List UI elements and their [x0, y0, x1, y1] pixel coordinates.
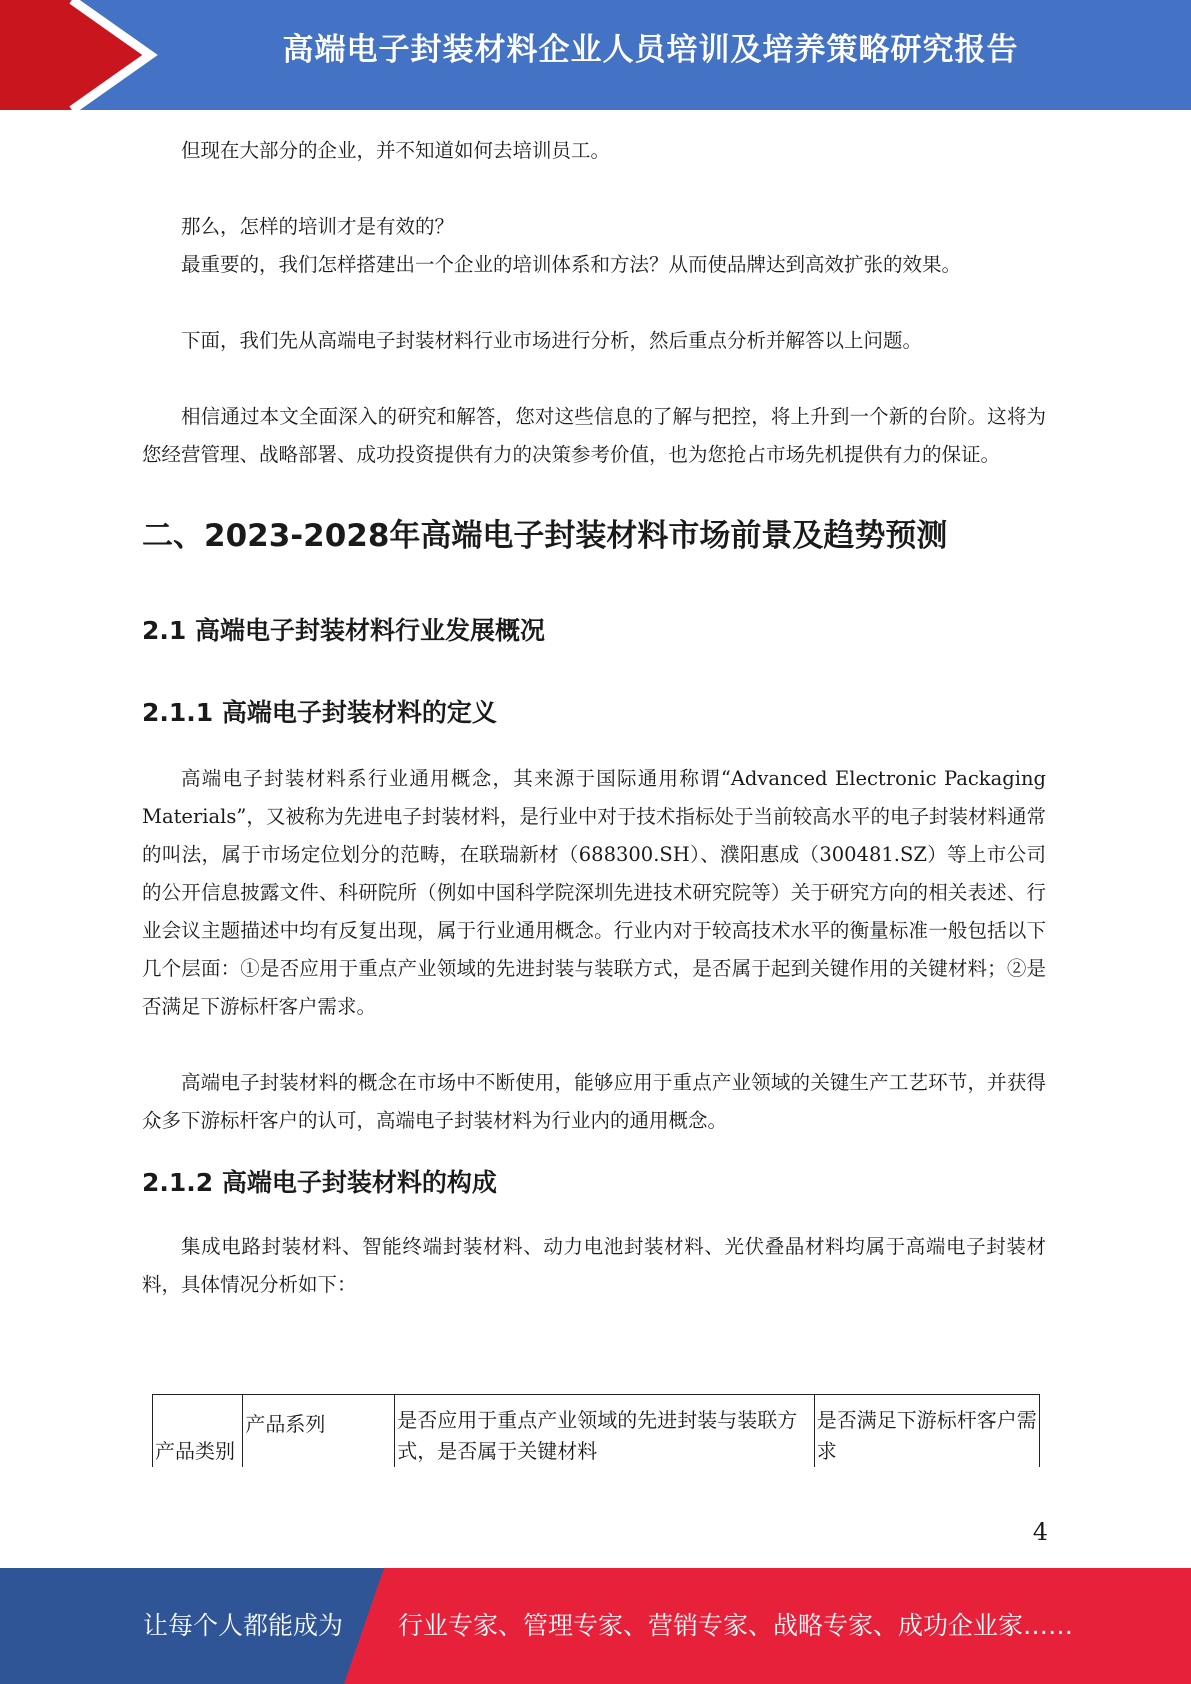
paragraph: 高端电子封装材料的概念在市场中不断使用，能够应用于重点产业领域的关键生产工艺环节，并获得众多下游标杆客户的认可，高端电子封装材料为行业内的通用概念。 [142, 1071, 1046, 1132]
subsection-heading: 2.1 高端电子封装材料行业发展概况 [142, 616, 545, 645]
table-header-row [153, 1395, 1040, 1468]
paragraph: 相信通过本文全面深入的研究和解答，您对这些信息的了解与把控，将上升到一个新的台阶。这将为您经营管理、战略部署、成功投资提供有力的决策参考价值，也为您抢占市场先机提供有力的保证。 [142, 405, 1046, 466]
subsubsection-heading: 2.1.2 高端电子封装材料的构成 [142, 1168, 497, 1197]
page-header [0, 0, 1191, 110]
footer-slogan-left: 让每个人都能成为 [143, 1611, 344, 1640]
report-title: 高端电子封装材料企业人员培训及培养策略研究报告 [282, 32, 1019, 68]
table-header-cell: 产品系列 [243, 1395, 395, 1468]
paragraph: 但现在大部分的企业，并不知道如何去培训员工。 [181, 139, 611, 162]
table-header-cell: 是否应用于重点产业领域的先进封装与装联方式，是否属于关键材料 [395, 1395, 815, 1468]
paragraph: 高端电子封装材料系行业通用概念，其来源于国际通用称谓“Advanced Electronic Packaging Materials”，又被称为先进电子封装材料，是行业中对于技术指标处于当前较高水平的电子封装材料通常的叫法，属于市场定位划分的范畴，在联瑞新材（688300.SH）、濮阳惠成（300481.SZ）等上市公司的公开信息披露文件、科研院所（例如中国科学院深圳先进技术研究院等）关于研究方向的相关表述、行业会议主题描述中均有反复出现，属于行业通用概念。行业内对于较高技术水平的衡量标准一般包括以下几个层面：①是否应用于重点产业领域的先进封装与装联方式，是否属于起到关键作用的关键材料；②是否满足下游标杆客户需求。 [142, 767, 1046, 1018]
table-header-cell: 是否满足下游标杆客户需求 [814, 1395, 1039, 1468]
section-heading: 二、2023-2028年高端电子封装材料市场前景及趋势预测 [142, 518, 948, 554]
paragraph: 下面，我们先从高端电子封装材料行业市场进行分析，然后重点分析并解答以上问题。 [181, 329, 923, 352]
paragraph: 那么，怎样的培训才是有效的？ [181, 215, 455, 238]
footer-slogan-right: 行业专家、管理专家、营销专家、战略专家、成功企业家…… [398, 1611, 1074, 1640]
paragraph: 集成电路封装材料、智能终端封装材料、动力电池封装材料、光伏叠晶材料均属于高端电子封装材料，具体情况分析如下： [142, 1235, 1046, 1296]
table-header-cell: 产品类别 [153, 1395, 243, 1468]
product-table [152, 1394, 1040, 1468]
paragraph: 最重要的，我们怎样搭建出一个企业的培训体系和方法？从而使品牌达到高效扩张的效果。 [181, 253, 962, 276]
page-content [142, 132, 1046, 1304]
subsubsection-heading: 2.1.1 高端电子封装材料的定义 [142, 698, 497, 727]
page-number: 4 [1032, 1518, 1048, 1546]
page-footer [0, 1568, 1191, 1684]
